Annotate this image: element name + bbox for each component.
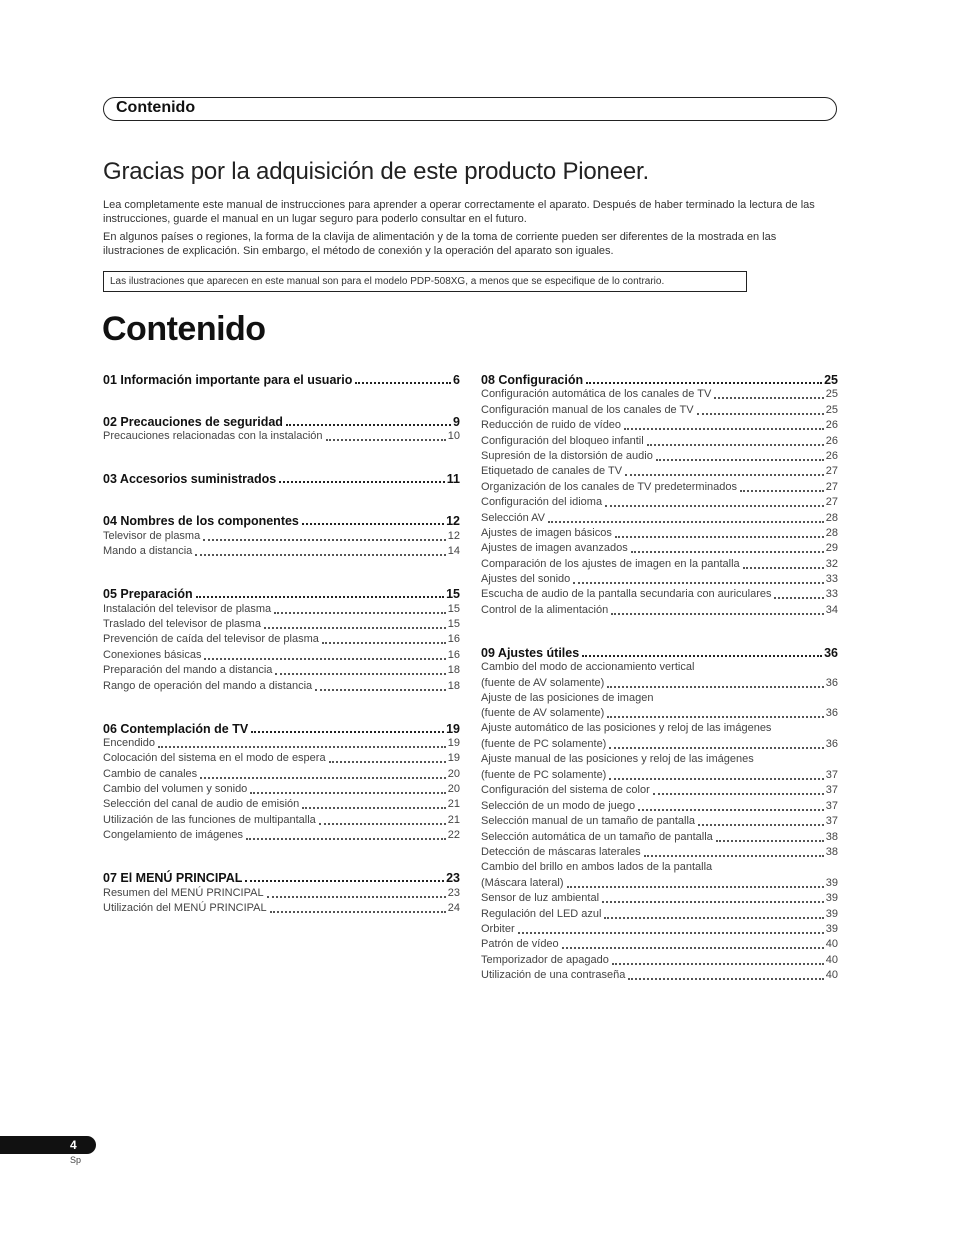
dot-leader (582, 649, 822, 657)
toc-chapter-link[interactable] (103, 719, 460, 736)
toc-item-text: Ajustes de imagen avanzados (481, 542, 628, 555)
toc-item-page: 40 (825, 953, 838, 966)
dot-leader (270, 905, 446, 913)
toc-chapter-page: 15 (446, 587, 460, 602)
dot-leader (604, 911, 823, 919)
toc-item-page: 28 (825, 526, 838, 539)
toc-chapter-page: 6 (453, 373, 460, 387)
dot-leader (624, 422, 824, 430)
toc-item-text: Instalación del televisor de plasma (103, 602, 272, 615)
toc-item-text: Traslado del televisor de plasma (103, 617, 261, 630)
toc-chapter-page: 23 (446, 871, 460, 886)
toc-item-page: 19 (447, 752, 460, 765)
toc-chapter-title: 05 Preparación (103, 587, 193, 602)
toc-item-link[interactable] (481, 526, 838, 541)
toc-item-page: 37 (825, 815, 838, 828)
toc-item-page: 19 (447, 736, 460, 749)
dot-leader (250, 786, 445, 794)
toc-chapter-link[interactable] (103, 412, 460, 429)
toc-chapter (481, 370, 838, 618)
toc-item-link[interactable] (481, 829, 838, 844)
toc-item-text: Escucha de audio de la pantalla secundaria con auriculares (481, 588, 772, 601)
dot-leader (326, 433, 446, 441)
toc-chapter (481, 643, 838, 983)
dot-leader (644, 849, 824, 857)
toc-item-page: 36 (825, 738, 838, 751)
dot-leader (573, 576, 823, 584)
toc-chapter-page: 9 (453, 415, 460, 429)
toc-item-link[interactable] (103, 632, 460, 647)
intro-paragraph-1: Lea completamente este manual de instrucciones para aprender a operar correctamente el aparato. Después de haber terminado la lectura de las instrucciones, guarde el manual en un lugar seguro para poderlo consultar en el futuro. (103, 199, 815, 225)
toc-chapter-link[interactable] (103, 469, 460, 486)
dot-leader (615, 530, 824, 538)
toc-item-page: 15 (447, 617, 460, 630)
toc-item-link[interactable] (103, 812, 460, 827)
toc-item-page: 38 (825, 845, 838, 858)
toc-chapter (103, 719, 460, 844)
toc-item-link[interactable] (481, 937, 838, 952)
dot-leader (322, 636, 446, 644)
toc-chapter-title: 07 El MENÚ PRINCIPAL (103, 871, 243, 886)
toc-item-link[interactable] (481, 675, 838, 690)
toc-item-page: 18 (447, 664, 460, 677)
toc-item-page: 16 (447, 633, 460, 646)
toc-item-link[interactable] (481, 602, 838, 617)
toc-chapter-page: 19 (446, 721, 460, 736)
toc-item-lead: Cambio del brillo en ambos lados de la pantalla (481, 860, 713, 873)
dot-leader (698, 818, 824, 826)
toc-item-text: Control de la alimentación (481, 603, 609, 616)
dot-leader (302, 517, 444, 525)
toc-item-text: Ajustes del sonido (481, 573, 571, 586)
toc-item-link[interactable] (481, 449, 838, 464)
toc-item-link[interactable] (481, 952, 838, 967)
toc-chapter-link[interactable] (481, 370, 838, 387)
toc-item-link[interactable] (481, 968, 838, 983)
toc-chapter-page: 36 (824, 645, 838, 660)
toc-item-text: Configuración automática de los canales de TV (481, 388, 712, 401)
toc-item-text: Cambio de canales (103, 767, 198, 780)
toc-item-link[interactable] (103, 601, 460, 616)
toc-item-link[interactable] (481, 814, 838, 829)
dot-leader (562, 941, 824, 949)
toc-item-link[interactable] (481, 845, 838, 860)
toc-item-page: 32 (825, 557, 838, 570)
toc-item-page: 16 (447, 648, 460, 661)
toc-item-text: Preparación del mando a distancia (103, 664, 273, 677)
toc-item-link[interactable] (481, 541, 838, 556)
dot-leader (740, 484, 824, 492)
toc-item-link[interactable] (481, 556, 838, 571)
toc-chapter-title: 06 Contemplación de TV (103, 721, 249, 736)
dot-leader (200, 771, 446, 779)
toc-chapter (103, 868, 460, 916)
dot-leader (607, 710, 823, 718)
toc-item-text: Ajustes de imagen básicos (481, 526, 612, 539)
toc-item-page: 26 (825, 434, 838, 447)
toc-item-page: 36 (825, 676, 838, 689)
toc-item-link[interactable] (103, 736, 460, 751)
dot-leader (355, 376, 451, 384)
toc-item-text: Colocación del sistema en el modo de espera (103, 752, 326, 765)
toc-item-page: 18 (447, 679, 460, 692)
section-header (103, 97, 837, 121)
toc-item-link[interactable] (481, 737, 838, 752)
toc-chapter (103, 412, 460, 444)
model-note: Las ilustraciones que aparecen en este manual son para el modelo PDP-508XG, a menos que se especifique de lo contrario. (103, 271, 747, 292)
dot-leader (251, 725, 444, 733)
toc-item-text: Configuración del idioma (481, 496, 603, 509)
toc-item-text: Organización de los canales de TV predeterminados (481, 480, 738, 493)
toc-item-page: 22 (447, 829, 460, 842)
toc-chapter-title: 04 Nombres de los componentes (103, 514, 299, 529)
dot-leader (567, 880, 824, 888)
toc-item-link[interactable] (481, 387, 838, 402)
dot-leader (716, 834, 824, 842)
toc-item-text: Supresión de la distorsión de audio (481, 449, 653, 462)
toc-item-link[interactable] (481, 891, 838, 906)
toc-item-page: 26 (825, 419, 838, 432)
toc-item-link[interactable] (103, 766, 460, 781)
toc-item-lead: Cambio del modo de accionamiento vertical (481, 660, 695, 673)
toc-item-page: 12 (447, 529, 460, 542)
toc-item-page: 40 (825, 938, 838, 951)
toc-item-text: (fuente de PC solamente) (481, 738, 607, 751)
toc-chapter-link[interactable] (103, 370, 460, 387)
toc-item-page: 39 (825, 892, 838, 905)
toc-chapter-link[interactable] (103, 511, 460, 528)
dot-leader (631, 545, 824, 553)
toc-title: Contenido (102, 310, 266, 348)
dot-leader (246, 832, 446, 840)
language-code: Sp (70, 1155, 82, 1165)
toc-chapter (103, 370, 460, 387)
toc-chapter-page: 11 (446, 472, 460, 487)
toc-item-text: Conexiones básicas (103, 648, 202, 661)
dot-leader (196, 590, 444, 598)
toc-item-page: 26 (825, 449, 838, 462)
toc-item-page: 24 (447, 902, 460, 915)
toc-item-page: 20 (447, 767, 460, 780)
toc-right-column (481, 370, 838, 1008)
dot-leader (195, 548, 445, 556)
dot-leader (605, 499, 824, 507)
toc-item-link[interactable] (103, 544, 460, 559)
toc-chapter (103, 584, 460, 693)
toc-item-page: 33 (825, 588, 838, 601)
toc-item-text: Configuración del bloqueo infantil (481, 434, 644, 447)
toc-item-link[interactable] (481, 875, 838, 890)
toc-item-text: Orbiter (481, 922, 515, 935)
toc-item-text: Comparación de los ajustes de imagen en la pantalla (481, 557, 740, 570)
toc-item-link[interactable] (481, 402, 838, 417)
toc-item-link[interactable] (481, 922, 838, 937)
toc-item-page: 39 (825, 876, 838, 889)
toc-item-link[interactable] (481, 433, 838, 448)
toc-item-page: 37 (825, 768, 838, 781)
dot-leader (638, 803, 824, 811)
toc-item-link[interactable] (481, 906, 838, 921)
dot-leader (279, 475, 445, 483)
dot-leader (743, 561, 824, 569)
toc-item-link[interactable] (103, 663, 460, 678)
toc-item-page: 37 (825, 784, 838, 797)
toc-item-text: Selección manual de un tamaño de pantalla (481, 815, 696, 828)
toc-item-text: Utilización de las funciones de multipantalla (103, 813, 316, 826)
page-number: 4 (70, 1138, 77, 1152)
toc-item-link[interactable] (481, 495, 838, 510)
toc-chapter-title: 03 Accesorios suministrados (103, 472, 277, 487)
dot-leader (286, 418, 451, 426)
toc-item-text: Utilización de una contraseña (481, 969, 626, 982)
toc-item-link[interactable] (103, 678, 460, 693)
toc-item-text: Reducción de ruido de vídeo (481, 419, 622, 432)
toc-item-page: 39 (825, 907, 838, 920)
toc-item-page: 25 (825, 388, 838, 401)
dot-leader (609, 772, 823, 780)
toc-item-text: Televisor de plasma (103, 529, 201, 542)
toc-item-link[interactable] (103, 751, 460, 766)
toc-chapter (103, 469, 460, 486)
toc-item-link[interactable] (103, 782, 460, 797)
toc-item-link[interactable] (481, 706, 838, 721)
toc-item-text: Etiquetado de canales de TV (481, 465, 623, 478)
dot-leader (625, 468, 824, 476)
toc-item-page: 25 (825, 403, 838, 416)
toc-item-page: 39 (825, 922, 838, 935)
toc-item-page: 15 (447, 602, 460, 615)
dot-leader (267, 890, 446, 898)
toc-item-text: (fuente de AV solamente) (481, 676, 605, 689)
intro-paragraph-2: En algunos países o regiones, la forma de la clavija de alimentación y de la toma de corriente pueden ser diferentes de la mostrada en las ilustraciones de explicación. Sin embargo, el método de conexión y la operación del aparato son iguales. (103, 231, 777, 257)
toc-item-text: Utilización del MENÚ PRINCIPAL (103, 902, 267, 915)
dot-leader (158, 740, 446, 748)
dot-leader (656, 453, 824, 461)
dot-leader (612, 957, 824, 965)
toc-chapter-title: 08 Configuración (481, 373, 584, 387)
toc-item-text: Configuración del sistema de color (481, 784, 650, 797)
toc-item-page: 10 (447, 430, 460, 443)
dot-leader (607, 680, 823, 688)
dot-leader (315, 683, 446, 691)
toc-item-page: 27 (825, 496, 838, 509)
dot-leader (548, 515, 824, 523)
toc-item-text: Selección AV (481, 511, 546, 524)
toc-item-lead: Ajuste manual de las posiciones y reloj de las imágenes (481, 753, 754, 766)
toc-item-link[interactable] (103, 647, 460, 662)
toc-item-text: Congelamiento de imágenes (103, 829, 244, 842)
toc-item-text: Sensor de luz ambiental (481, 892, 600, 905)
toc-item-link[interactable] (481, 418, 838, 433)
toc-item-link[interactable] (481, 768, 838, 783)
dot-leader (609, 741, 823, 749)
toc-item-text: Precauciones relacionadas con la instalación (103, 430, 323, 443)
toc-item-text: Selección automática de un tamaño de pantalla (481, 830, 713, 843)
dot-leader (264, 621, 446, 629)
toc-item-link[interactable] (481, 572, 838, 587)
toc-item-text: (fuente de AV solamente) (481, 707, 605, 720)
toc-item-link[interactable] (103, 617, 460, 632)
toc-item-link[interactable] (103, 429, 460, 444)
toc-item-text: (Máscara lateral) (481, 876, 564, 889)
toc-item-text: Selección de un modo de juego (481, 799, 636, 812)
toc-chapter-link[interactable] (103, 584, 460, 601)
toc-item-link[interactable] (481, 798, 838, 813)
dot-leader (697, 407, 824, 415)
toc-item-link[interactable] (103, 901, 460, 916)
toc-item-link[interactable] (103, 885, 460, 900)
toc-item-link[interactable] (481, 510, 838, 525)
toc-chapter-link[interactable] (481, 643, 838, 660)
dot-leader (203, 533, 446, 541)
toc-item-page: 29 (825, 542, 838, 555)
toc-item-text: Encendido (103, 736, 155, 749)
toc-item-page: 28 (825, 511, 838, 524)
toc-item-page: 40 (825, 969, 838, 982)
dot-leader (586, 376, 822, 384)
toc-item-page: 21 (447, 813, 460, 826)
dot-leader (714, 391, 823, 399)
toc-item-lead: Ajuste automático de las posiciones y reloj de las imágenes (481, 722, 772, 735)
toc-item-link[interactable] (103, 797, 460, 812)
dot-leader (647, 438, 824, 446)
toc-item-text: Temporizador de apagado (481, 953, 609, 966)
toc-item-text: Cambio del volumen y sonido (103, 783, 248, 796)
toc-chapter-link[interactable] (103, 868, 460, 885)
page-number-badge (0, 1136, 96, 1154)
dot-leader (602, 895, 824, 903)
toc-item-page: 23 (447, 886, 460, 899)
toc-chapter (103, 511, 460, 559)
toc-item-text: Selección del canal de audio de emisión (103, 798, 300, 811)
dot-leader (774, 591, 823, 599)
intro-title: Gracias por la adquisición de este producto Pioneer. (103, 158, 649, 185)
toc-item-page: 36 (825, 707, 838, 720)
toc-item-page: 33 (825, 573, 838, 586)
toc-item-page: 38 (825, 830, 838, 843)
dot-leader (329, 755, 446, 763)
toc-item-text: (fuente de PC solamente) (481, 768, 607, 781)
toc-chapter-page: 25 (824, 373, 838, 387)
toc-item-page: 21 (447, 798, 460, 811)
toc-item-text: Patrón de vídeo (481, 938, 559, 951)
toc-chapter-title: 02 Precauciones de seguridad (103, 415, 283, 429)
toc-chapter-page: 12 (446, 514, 460, 529)
toc-item-link[interactable] (481, 479, 838, 494)
intro-text (103, 198, 838, 262)
toc-item-text: Mando a distancia (103, 545, 193, 558)
dot-leader (518, 926, 824, 934)
toc-item-lead: Ajuste de las posiciones de imagen (481, 691, 654, 704)
toc-item-text: Regulación del LED azul (481, 907, 602, 920)
dot-leader (319, 817, 446, 825)
dot-leader (245, 874, 444, 882)
toc-item-page: 34 (825, 603, 838, 616)
toc-item-text: Prevención de caída del televisor de plasma (103, 633, 319, 646)
dot-leader (204, 652, 445, 660)
dot-leader (628, 972, 823, 980)
dot-leader (275, 667, 445, 675)
toc-item-text: Detección de máscaras laterales (481, 845, 641, 858)
toc-item-page: 37 (825, 799, 838, 812)
toc-item-page: 27 (825, 465, 838, 478)
section-header-title: Contenido (116, 99, 196, 116)
toc-item-page: 14 (447, 545, 460, 558)
dot-leader (611, 607, 824, 615)
toc-item-text: Configuración manual de los canales de TV (481, 403, 694, 416)
dot-leader (274, 606, 446, 614)
toc-item-link[interactable] (103, 528, 460, 543)
toc-item-link[interactable] (103, 828, 460, 843)
toc-chapter-title: 01 Información importante para el usuario (103, 373, 353, 387)
toc-item-link[interactable] (481, 783, 838, 798)
toc-left-column (103, 370, 460, 941)
toc-item-text: Resumen del MENÚ PRINCIPAL (103, 886, 264, 899)
toc-item-link[interactable] (481, 464, 838, 479)
toc-item-text: Rango de operación del mando a distancia (103, 679, 313, 692)
toc-item-link[interactable] (481, 587, 838, 602)
toc-item-page: 20 (447, 783, 460, 796)
toc-chapter-title: 09 Ajustes útiles (481, 645, 580, 660)
dot-leader (302, 801, 445, 809)
dot-leader (653, 787, 824, 795)
toc-item-page: 27 (825, 480, 838, 493)
